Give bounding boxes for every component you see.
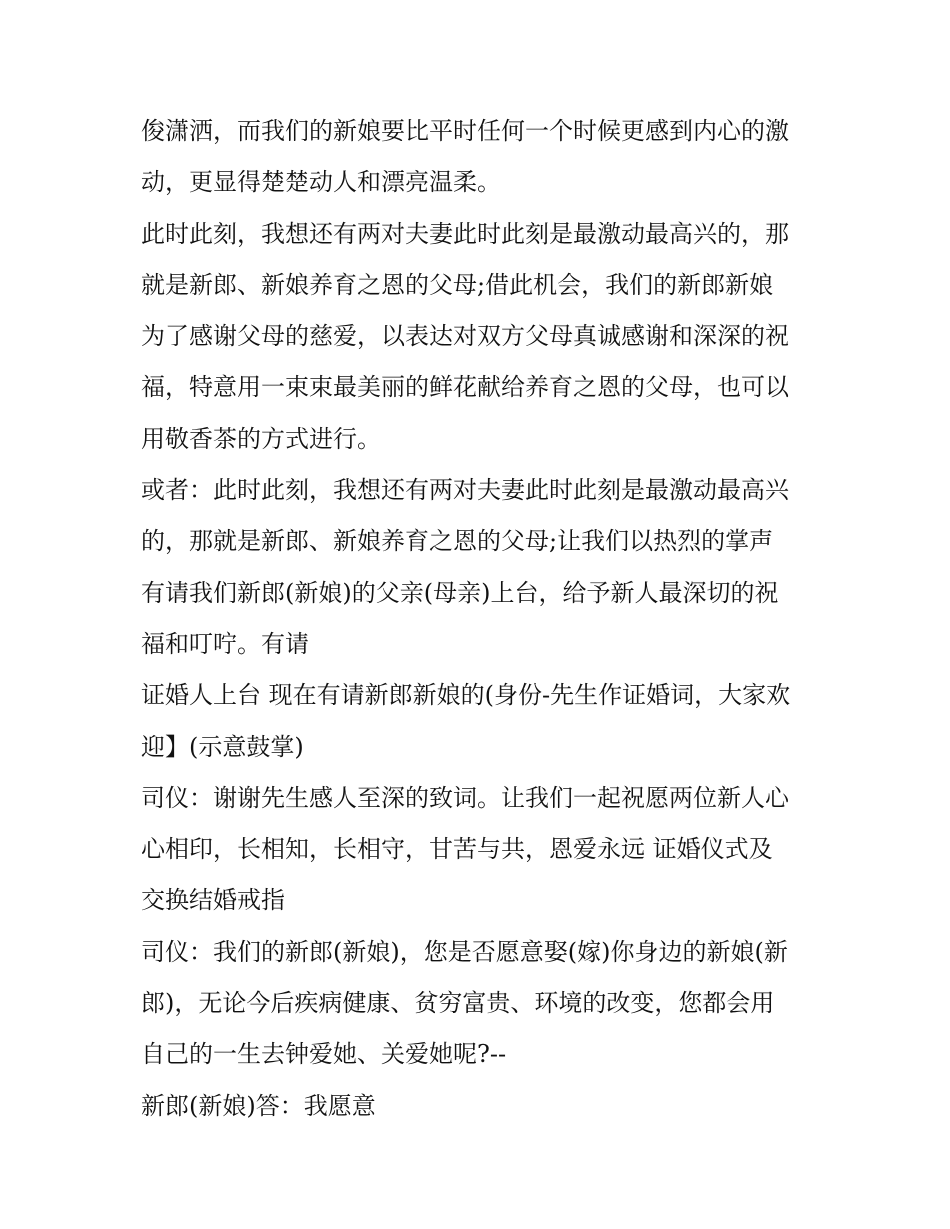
- text-line: 用敬香茶的方式进行。: [141, 424, 381, 453]
- paragraph: [141, 106, 821, 209]
- paragraph: [141, 773, 821, 927]
- text-line: 迎】(示意鼓掌): [141, 732, 304, 761]
- text-line: 郎)，无论今后疾病健康、贫穷富贵、环境的改变，您都会用: [141, 989, 775, 1018]
- text-line: 司仪：我们的新郎(新娘)，您是否愿意娶(嫁)你身边的新娘(新: [141, 937, 788, 966]
- text-line: 为了感谢父母的慈爱，以表达对双方父母真诚感谢和深深的祝: [141, 322, 789, 351]
- text-line: 福和叮咛。有请: [141, 629, 309, 658]
- text-line: 就是新郎、新娘养育之恩的父母;借此机会，我们的新郎新娘: [141, 270, 774, 299]
- paragraph: [141, 670, 821, 773]
- document-body: [141, 106, 821, 1132]
- text-line: 心相印，长相知，长相守，甘苦与共，恩爱永远 证婚仪式及: [141, 835, 773, 864]
- text-line: 证婚人上台 现在有请新郎新娘的(身份-先生作证婚词，大家欢: [141, 681, 791, 710]
- text-line: 自己的一生去钟爱她、关爱她呢?--: [141, 1040, 507, 1069]
- text-line: 的，那就是新郎、新娘养育之恩的父母;让我们以热烈的掌声: [141, 527, 774, 556]
- text-line: 交换结婚戒指: [141, 886, 285, 915]
- text-line: 动，更显得楚楚动人和漂亮温柔。: [141, 168, 501, 197]
- paragraph: [141, 465, 821, 670]
- text-line: 此时此刻，我想还有两对夫妻此时此刻是最激动最高兴的，那: [141, 219, 789, 248]
- text-line: 新郎(新娘)答：我愿意: [141, 1091, 376, 1120]
- text-line: 俊潇洒，而我们的新娘要比平时任何一个时候更感到内心的激: [141, 117, 789, 145]
- text-line: 或者：此时此刻，我想还有两对夫妻此时此刻是最激动最高兴: [141, 476, 789, 505]
- paragraph: [141, 1081, 821, 1132]
- text-line: 司仪：谢谢先生感人至深的致词。让我们一起祝愿两位新人心: [141, 783, 789, 812]
- paragraph: [141, 927, 821, 1081]
- paragraph: [141, 209, 821, 465]
- text-line: 福，特意用一束束最美丽的鲜花献给养育之恩的父母，也可以: [141, 373, 789, 402]
- text-line: 有请我们新郎(新娘)的父亲(母亲)上台，给予新人最深切的祝: [141, 578, 779, 607]
